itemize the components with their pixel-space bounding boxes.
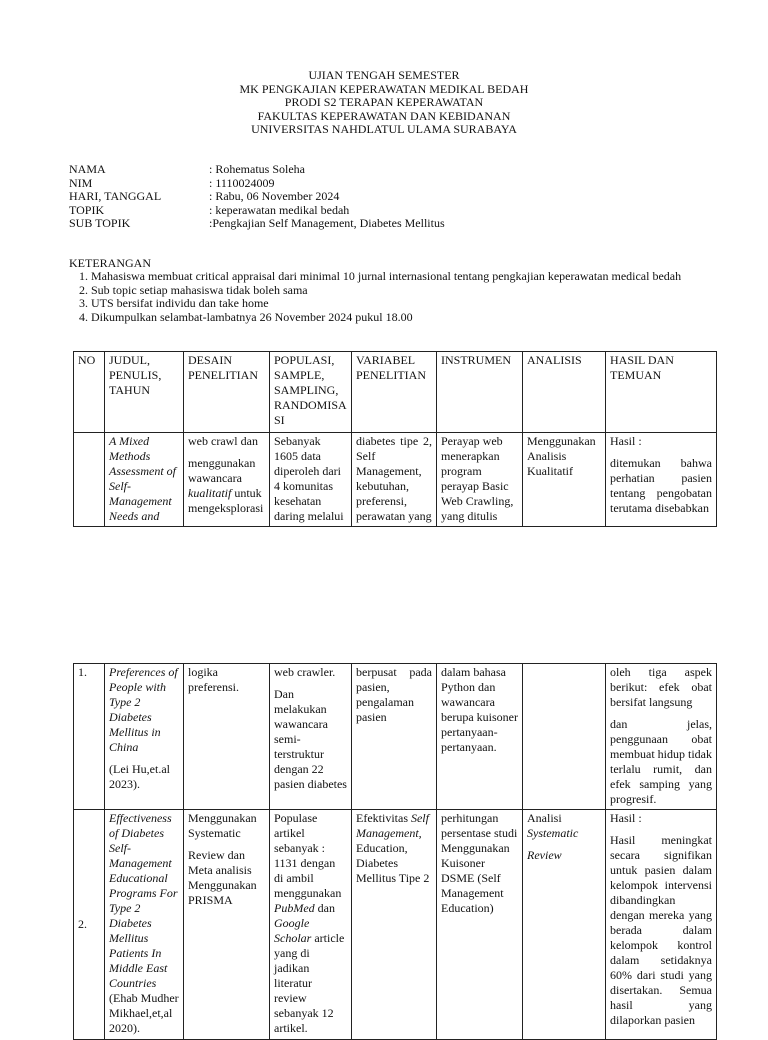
cell-hasil xyxy=(606,664,717,810)
cell-populasi xyxy=(270,664,352,810)
cell-variabel: berpusat pada pasien, pengalaman pasien xyxy=(352,664,437,810)
cell-text-italic: Preferences of People with Type 2 Diabetes Mellitus in China xyxy=(109,665,178,754)
cell-instrumen: Perayap web menerapkan program perayap Basic Web Crawling, yang ditulis xyxy=(437,433,523,527)
cell-text-italic: Google Scholar xyxy=(274,916,312,945)
document-header xyxy=(0,69,768,137)
cell-text-italic: Systematic xyxy=(527,826,579,840)
cell-text xyxy=(527,811,601,841)
cell-hasil xyxy=(606,810,717,1040)
cell-text: Dan melakukan wawancara semi-terstruktur dengan 22 pasien diabetes xyxy=(274,687,347,791)
identity-value: :Pengkajian Self Management, Diabetes Mellitus xyxy=(209,216,445,230)
identity-label: SUB TOPIK xyxy=(69,216,131,230)
header-instrumen: INSTRUMEN xyxy=(437,352,523,433)
table-row xyxy=(74,433,717,527)
cell-text: oleh tiga aspek berikut: efek obat bersifat langsung xyxy=(610,665,712,709)
table-row xyxy=(74,810,717,1040)
cell-text: web crawler. xyxy=(274,665,336,679)
cell-analisis xyxy=(523,664,606,810)
cell-analisis xyxy=(523,810,606,1040)
cell-text: untuk mengeksplorasi xyxy=(188,486,264,515)
identity-block xyxy=(69,163,669,231)
identity-label: NIM xyxy=(69,175,93,190)
identity-value: : 1110024009 xyxy=(209,175,275,190)
cell-desain xyxy=(184,433,270,527)
keterangan-title: KETERANGAN xyxy=(69,256,151,270)
cell-populasi: Sebanyak 1605 data diperoleh dari 4 komunitas kesehatan daring melalui xyxy=(270,433,352,527)
cell-judul: A Mixed Methods Assessment of Self-Management Needs and xyxy=(105,433,184,527)
faculty-title: FAKULTAS KEPERAWATAN DAN KEBIDANAN xyxy=(257,108,511,123)
keterangan-list xyxy=(69,270,749,324)
cell-text-italic: PubMed xyxy=(274,901,315,915)
keterangan-section xyxy=(69,256,749,324)
appraisal-table-page2 xyxy=(73,663,717,1040)
header-populasi: POPULASI, SAMPLE, SAMPLING, RANDOMISA SI xyxy=(270,352,352,433)
cell-text: Hasil meningkat secara signifikan untuk pasien dalam kelompok intervensi dibandingkan dengan mereka yang berada dalam kelompok kontrol dalam setidaknya 60% dari studi yang disertakan. Semua hasil yang dilaporkan pasien xyxy=(610,833,712,1027)
cell-text: Hasil : xyxy=(610,434,642,448)
table-row xyxy=(74,664,717,810)
cell-text: (Lei Hu,et.al 2023). xyxy=(109,762,170,791)
header-analisis: ANALISIS xyxy=(523,352,606,433)
exam-title: UJIAN TENGAH SEMESTER xyxy=(308,68,460,82)
cell-variabel xyxy=(352,810,437,1040)
list-item: 3. UTS bersifat individu dan take home xyxy=(91,297,749,311)
identity-value: : Rabu, 06 November 2024 xyxy=(209,189,340,203)
header-variabel: VARIABEL PENELITIAN xyxy=(352,352,437,433)
cell-no: 1. xyxy=(74,664,105,810)
cell-text: article yang di jadikan literatur review sebanyak 12 artikel. xyxy=(274,931,345,1035)
cell-analisis: Menggunakan Analisis Kualitatif xyxy=(523,433,606,527)
cell-text: menggunakan wawancara xyxy=(188,456,256,485)
header-hasil: HASIL DAN TEMUAN xyxy=(606,352,717,433)
cell-text: Review dan Meta analisis Menggunakan PRISMA xyxy=(188,848,257,907)
identity-value: : Rohematus Soleha xyxy=(209,162,305,176)
cell-text: Menggunakan Systematic xyxy=(188,811,257,840)
cell-text: dan jelas, penggunaan obat membuat hidup tidak terlalu rumit, dan efek samping yang progresif. xyxy=(610,717,712,806)
header-no: NO xyxy=(74,352,105,433)
course-title: MK PENGKAJIAN KEPERAWATAN MEDIKAL BEDAH xyxy=(239,81,529,96)
university-title: UNIVERSITAS NAHDLATUL ULAMA SURABAYA xyxy=(251,122,517,136)
identity-row-topik xyxy=(69,204,669,218)
identity-value: : keperawatan medikal bedah xyxy=(209,202,350,217)
identity-label: NAMA xyxy=(69,162,106,176)
cell-text: dan xyxy=(314,901,335,915)
cell-text: Populase artikel sebanyak : 1131 dengan di ambil menggunakan xyxy=(274,811,342,900)
cell-text-italic: Review xyxy=(527,848,562,862)
identity-row-nim xyxy=(69,177,669,191)
program-title: PRODI S2 TERAPAN KEPERAWATAN xyxy=(284,95,484,109)
cell-text-italic: kualitatif xyxy=(188,486,232,500)
cell-text: ditemukan bahwa perhatian pasien tentang pengobatan terutama disebabkan xyxy=(610,456,712,515)
header-judul: JUDUL, PENULIS, TAHUN xyxy=(105,352,184,433)
cell-desain xyxy=(184,810,270,1040)
identity-row-subtopik xyxy=(69,217,669,231)
cell-instrumen: perhitungan persentase studi Menggunakan Kuisoner DSME (Self Management Education) xyxy=(437,810,523,1040)
cell-no: 2. xyxy=(74,810,105,1040)
identity-label: HARI, TANGGAL xyxy=(69,189,162,203)
cell-text-italic: Self Management, xyxy=(356,811,429,840)
cell-instrumen: dalam bahasa Python dan wawancara berupa kuisoner pertanyaan-pertanyaan. xyxy=(437,664,523,810)
cell-judul xyxy=(105,810,184,1040)
cell-no xyxy=(74,433,105,527)
cell-text: Efektivitas xyxy=(356,811,411,825)
cell-text-italic: Effectiveness of Diabetes Self-Management Educational Programs For Type 2 Diabetes Mellitus Patients In Middle East Countries xyxy=(109,811,178,990)
cell-text xyxy=(188,456,265,516)
cell-populasi xyxy=(270,810,352,1040)
header-desain: DESAIN PENELITIAN xyxy=(184,352,270,433)
identity-row-nama xyxy=(69,163,669,177)
cell-text: Hasil : xyxy=(610,811,642,825)
cell-text: web crawl dan xyxy=(188,434,258,448)
cell-text: (Ehab Mudher Mikhael,et,al 2020). xyxy=(109,991,179,1035)
table-header-row xyxy=(74,352,717,433)
cell-variabel: diabetes tipe 2, Self Management, kebutuhan, preferensi, perawatan yang xyxy=(352,433,437,527)
identity-row-tanggal xyxy=(69,190,669,204)
identity-label: TOPIK xyxy=(69,202,105,217)
list-item: 4. Dikumpulkan selambat-lambatnya 26 November 2024 pukul 18.00 xyxy=(91,311,749,325)
cell-text: Education, Diabetes Mellitus Tipe 2 xyxy=(356,841,430,885)
cell-judul xyxy=(105,664,184,810)
cell-hasil xyxy=(606,433,717,527)
list-item: 2. Sub topic setiap mahasiswa tidak boleh sama xyxy=(91,284,749,298)
list-item: 1. Mahasiswa membuat critical appraisal dari minimal 10 jurnal internasional tentang pengkajian keperawatan medical bedah xyxy=(91,270,749,284)
cell-text: Analisi xyxy=(527,811,562,825)
appraisal-table-page1 xyxy=(73,351,717,527)
cell-desain: logika preferensi. xyxy=(184,664,270,810)
